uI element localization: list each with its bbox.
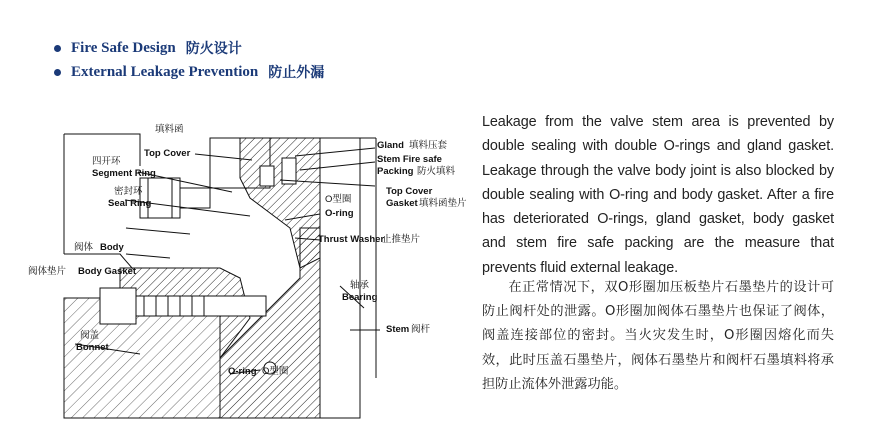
label-gland-cn: 填料压套	[409, 140, 448, 151]
label-top-cover-gasket-1: Top Cover	[386, 186, 433, 197]
bullet-label-cn: 防止外漏	[268, 65, 325, 81]
label-gland: Gland	[377, 140, 404, 151]
label-body-gasket-cn: 阀体垫片	[28, 266, 67, 277]
label-stem-cn: 阀杆	[411, 324, 431, 335]
label-packing: Packing	[377, 166, 414, 177]
label-bonnet-cn: 阀盖	[80, 330, 100, 341]
valve-cross-section-diagram	[20, 118, 467, 418]
label-bearing-cn: 轴承	[350, 280, 370, 291]
label-o-ring: O-ring	[325, 208, 354, 219]
description-english: Leakage from the valve stem area is prevented by double sealing with double O-rings and gland gasket. Leakage through the valve body joint is also blocked by double sealing with O-ring and body gasket. After a fire has deteriorated O-rings, gland gasket, body gasket and stem fire safe packing are the measure that prevents fluid external leakage.	[482, 114, 834, 276]
description-chinese: 在正常情况下，双O形圈加压板垫片石墨垫片的设计可防止阀杆处的泄露。O形圈加阀体石墨垫片也保证了阀体，阀盖连接部位的密封。当火灾发生时，O形圈因熔化而失效，此时压盖石墨垫片，阀体石墨垫片和阀杆石墨填料将承担防止流体外泄露功能。	[482, 280, 834, 392]
label-bonnet: Bonnet	[76, 342, 109, 353]
label-body: Body	[100, 242, 124, 253]
label-thrust-washer-cn: 止推垫片	[382, 234, 421, 245]
label-o-ring-cn-2: O型圈	[262, 366, 289, 377]
valve-drawing	[20, 118, 467, 418]
bullet-leakage	[50, 60, 324, 84]
label-top-cover-gasket-cn: 填料函垫片	[419, 198, 467, 209]
label-bearing: Bearing	[342, 292, 378, 303]
label-segment-ring: Segment Ring	[92, 168, 156, 179]
bullet-dot-icon	[54, 69, 61, 76]
label-segment-ring-cn: 四开环	[92, 156, 121, 167]
feature-bullets	[50, 36, 324, 84]
label-o-ring-2: O-ring	[228, 366, 257, 377]
label-thrust-washer: Thrust Washer	[318, 234, 385, 245]
label-stem-fire-safe: Stem Fire safe	[377, 154, 442, 165]
bullet-dot-icon	[54, 45, 61, 52]
label-body-cn: 阀体	[74, 242, 94, 253]
label-body-gasket: Body Gasket	[78, 266, 137, 277]
label-seal-ring: Seal Ring	[108, 198, 152, 209]
bullet-label-en: External Leakage Prevention	[71, 63, 259, 80]
label-stem: Stem	[386, 324, 410, 335]
bullet-label-en: Fire Safe Design	[71, 39, 176, 56]
label-seal-ring-cn: 密封环	[114, 186, 143, 197]
label-packing-cn: 防火填料	[417, 166, 456, 177]
label-top-cover-gasket-2: Gasket	[386, 198, 418, 209]
label-o-ring-cn-1: O型圈	[325, 194, 352, 205]
bullet-fire-safe	[50, 36, 324, 60]
label-packing-gland-cn: 填料函	[155, 124, 184, 135]
bullet-label-cn: 防火设计	[185, 41, 242, 57]
label-top-cover: Top Cover	[144, 148, 191, 159]
